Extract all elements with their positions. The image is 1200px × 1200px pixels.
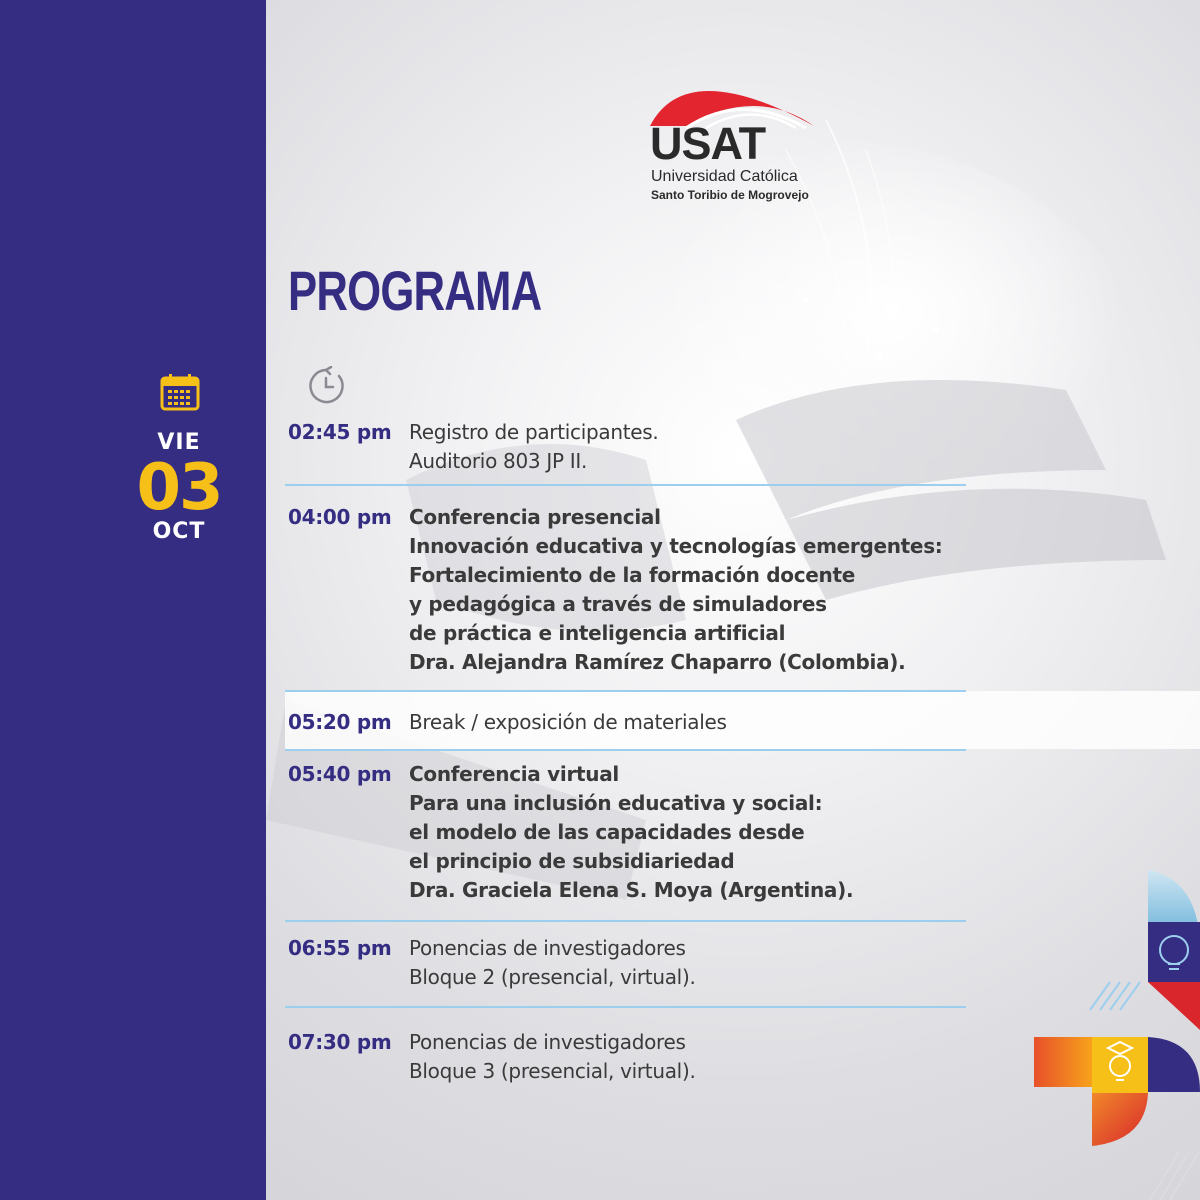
schedule-time: 06:55 pm	[288, 936, 392, 960]
page-title: PROGRAMA	[288, 259, 542, 322]
divider	[285, 920, 966, 922]
schedule-line: el principio de subsidiariedad	[409, 849, 735, 873]
month-name: OCT	[152, 519, 206, 544]
schedule-line: Fortalecimiento de la formación docente	[409, 563, 855, 587]
schedule-time: 02:45 pm	[288, 420, 392, 444]
schedule-line: Dra. Graciela Elena S. Moya (Argentina).	[409, 878, 854, 902]
schedule-time: 05:20 pm	[288, 710, 392, 734]
schedule-line: Break / exposición de materiales	[409, 710, 727, 734]
clock-icon	[306, 366, 346, 406]
schedule-time: 07:30 pm	[288, 1030, 392, 1054]
schedule-line: el modelo de las capacidades desde	[409, 820, 805, 844]
divider	[285, 690, 966, 692]
schedule-line: y pedagógica a través de simuladores	[409, 592, 827, 616]
schedule-line: Registro de participantes.	[409, 420, 659, 444]
schedule-line: Bloque 2 (presencial, virtual).	[409, 965, 696, 989]
logo-university: Universidad Católica	[651, 168, 798, 185]
schedule-line: Dra. Alejandra Ramírez Chaparro (Colombia).	[409, 650, 906, 674]
date-panel	[0, 0, 266, 1200]
calendar-icon	[160, 373, 200, 411]
schedule-line: Innovación educativa y tecnologías emergentes:	[409, 534, 943, 558]
schedule-line: Para una inclusión educativa y social:	[409, 791, 823, 815]
decorative-shapes	[1030, 870, 1200, 1200]
schedule-line: de práctica e inteligencia artificial	[409, 621, 786, 645]
schedule-line: Ponencias de investigadores	[409, 936, 686, 960]
schedule-line: Bloque 3 (presencial, virtual).	[409, 1059, 696, 1083]
schedule-line: Conferencia presencial	[409, 505, 661, 529]
divider	[285, 1006, 966, 1008]
schedule-line: Conferencia virtual	[409, 762, 619, 786]
logo-subtitle: Santo Toribio de Mogrovejo	[651, 188, 809, 202]
day-name: VIE	[157, 430, 201, 455]
schedule-time: 05:40 pm	[288, 762, 392, 786]
day-number: 03	[136, 451, 222, 525]
divider	[285, 484, 966, 486]
schedule-time: 04:00 pm	[288, 505, 392, 529]
divider	[285, 749, 966, 751]
schedule-line: Auditorio 803 JP II.	[409, 449, 588, 473]
logo-name: USAT	[650, 118, 766, 169]
schedule-line: Ponencias de investigadores	[409, 1030, 686, 1054]
